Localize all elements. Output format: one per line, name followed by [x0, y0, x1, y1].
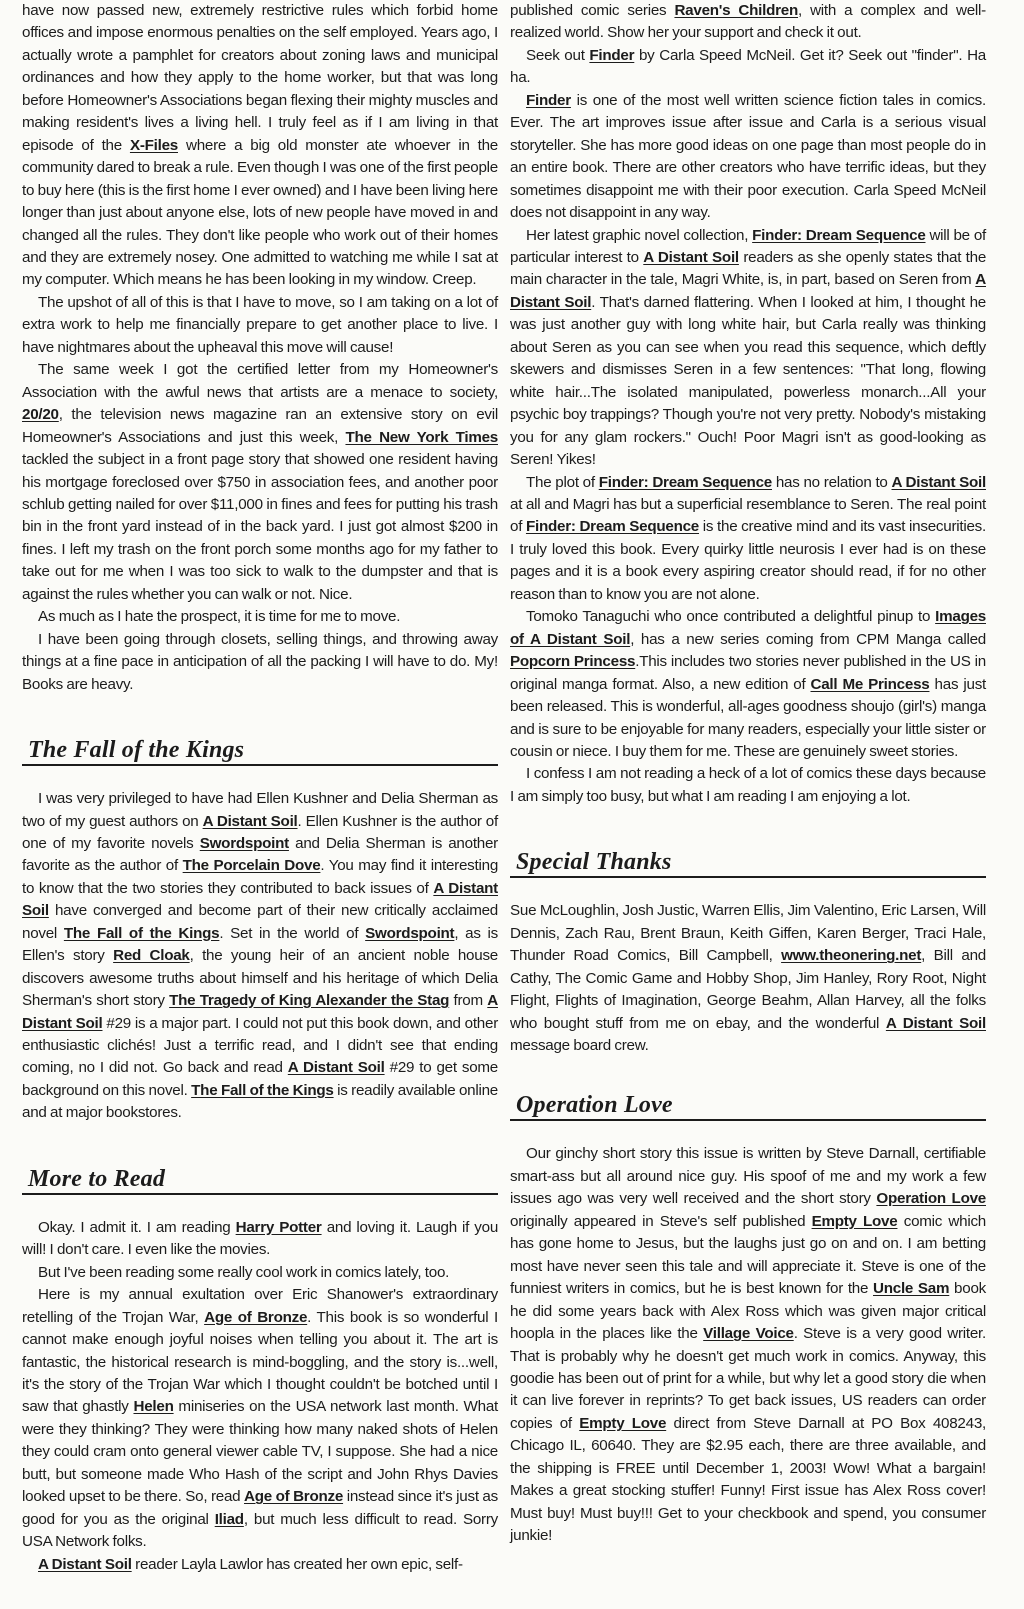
title-ads: A Distant Soil [287, 1059, 385, 1077]
title-iliad: Iliad [214, 1510, 244, 1528]
text: comic which has gone home to Jesus, but the laughs just go on and on. I am betting most have never seen this tale and will appreciate it. Steve is one of the funniest writers in comics, but he is best known for the [510, 1212, 986, 1298]
title-operation-love: Operation Love [876, 1190, 986, 1208]
title-age-of-bronze: Age of Bronze [244, 1488, 344, 1506]
xfiles-title: X-Files [129, 136, 178, 154]
upshot-paragraph: The upshot of all of this is that I have to move, so I am taking on a lot of extra work to help me financially prepare to get another place to live. I have nightmares about the upheaval this move will cause! [22, 293, 498, 356]
text: originally appeared in Steve's self published [510, 1212, 812, 1230]
text: Tomoko Tanaguchi who once contributed a delightful pinup to [526, 608, 936, 626]
fall-of-the-kings-heading: The Fall of the Kings [22, 736, 498, 766]
text: have now passed new, extremely restrictive rules which forbid home offices and impose enormous penalties on the self employed. Years ago, I actually wrote a pamphlet for creators about zoning laws and municipal ordinances and how they apply to the home worker, but that was long before Homeowner's Associations began flexing their mighty muscles and making resident's lives a living hell. I truly feel as if I am living in that episode of the [22, 2, 498, 154]
finder-paragraph [510, 90, 986, 225]
title-village-voice: Village Voice [703, 1325, 794, 1343]
text: is the creative mind and its vast insecurities. I truly loved this book. Every quirky little neurosis I ever had is on these pages and it is a book every aspiring creator should read, if for no other reason than to know you are not alone. [510, 518, 986, 603]
title-empty-love: Empty Love [811, 1212, 898, 1230]
text: . This book is so wonderful I cannot make enough joyful noises when telling you about it. The art is fantastic, the historical research is mind-boggling, and the story is...well, it's the story of the Trojan War which I thought couldn't be botched until I saw that ghastly [22, 1308, 498, 1416]
text: Our ginchy short story this issue is written by Steve Darnall, certifiable smart-ass but all around nice guy. His spoof of me and my work a few issues ago was very well received and the short story [510, 1145, 986, 1208]
title-ads: A Distant Soil [202, 812, 298, 830]
confess-paragraph: I confess I am not reading a heck of a lot of comics these days because I am simply too busy, but what I am reading I am enjoying a lot. [510, 765, 986, 805]
text: message board crew. [510, 1037, 649, 1055]
text: , the television news magazine ran an extensive story on evil Homeowner's Associations and just this week, [22, 406, 498, 446]
operation-love-heading: Operation Love [510, 1091, 986, 1121]
cool-work-paragraph: But I've been reading some really cool work in comics lately, too. [38, 1263, 450, 1281]
text: . Set in the world of [219, 924, 366, 942]
more-to-read-heading: More to Read [22, 1165, 498, 1195]
right-column [510, 0, 986, 1548]
ravens-children-paragraph [510, 0, 986, 45]
text: The plot of [526, 473, 599, 491]
title-swordspoint: Swordspoint [365, 924, 455, 942]
text: , has a new series coming from CPM Manga called [630, 630, 986, 648]
title-ads: A Distant Soil [22, 879, 498, 920]
text: The same week I got the certified letter from my Homeowner's Association with the awful news that artists are a menace to society, [22, 361, 498, 401]
text: #29 to get some background on this novel. [22, 1059, 498, 1099]
text: instead since it's just as good for you as the original [22, 1488, 498, 1528]
text: I was very privileged to have had Ellen Kushner and Delia Sherman as two of my guest authors on [22, 790, 498, 830]
layla-lawlor-paragraph [22, 1554, 498, 1576]
text: is readily available online and at major bookstores. [22, 1081, 498, 1122]
fall-of-the-kings-paragraph [22, 788, 498, 1125]
title-helen: Helen [133, 1398, 174, 1416]
operation-love-paragraph [510, 1143, 986, 1547]
text: Okay. I admit it. I am reading [38, 1218, 236, 1236]
text: . Steve is a very good writer. That is probably why he doesn't get much work in comics. Anyway, this goodie has been out of print for a while, but why let a good story die when it can live forever in reprints? To get back issues, US readers can order copies of [510, 1325, 986, 1432]
time-to-move-paragraph: As much as I hate the prospect, it is time for me to move. [38, 608, 401, 626]
title-ravens-children: Raven's Children [674, 2, 799, 19]
text: at all and Magri has but a superficial resemblance to Seren. The real point of [510, 495, 986, 536]
text: , Bill and Cathy, The Comic Game and Hobby Shop, Jim Hanley, Rory Root, Night Flight, Flights of Imagination, George Beahm, Allan Harvey, all the folks who bought stuff from me on ebay, and the wonderful [510, 947, 986, 1032]
title-dream-sequence: Finder: Dream Sequence [525, 518, 700, 536]
title-swordspoint: Swordspoint [199, 834, 289, 852]
text: . You may find it interesting to know that the two stories they contributed to back issues of [22, 857, 499, 897]
title-finder: Finder [589, 46, 635, 64]
title-tragedy: The Tragedy of King Alexander the Stag [169, 992, 450, 1010]
title-ads: A Distant Soil [22, 992, 498, 1032]
text: , the young heir of an ancient noble house discovers awesome truths about himself and his heritage of which Delia Sherman's short story [22, 947, 498, 1010]
left-column [22, 0, 498, 1576]
homeowner-rules-paragraph [22, 0, 498, 292]
text: and loving it. Laugh if you will! I don't care. I even like the movies. [22, 1218, 499, 1259]
title-ads: A Distant Soil [891, 473, 986, 491]
text: where a big old monster ate whoever in the community dared to break a rule. Even though I was one of the first people to buy here (this is the first home I ever owned) and I have been living here longer than just about anyone else, lots of new people have moved in and changed all the rules. They don't like people who work out of their homes and they are extremely nosey. One admitted to watching me while I sat at my computer. Which means he has been looking in my window. Creep. [22, 136, 499, 289]
text: book he did some years back with Alex Ross which was given major critical hoopla in the places like the [510, 1280, 986, 1343]
title-images-ads: Images of A Distant Soil [510, 608, 986, 648]
text: . Ellen Kushner is the author of one of my favorite novels [22, 812, 498, 852]
title-fall-of-kings: The Fall of the Kings [191, 1081, 334, 1099]
text: , but much less difficult to read. Sorry USA Network folks. [22, 1510, 499, 1551]
text: , as is Ellen's story [22, 924, 498, 965]
text: has no relation to [771, 473, 892, 491]
text: will be of particular interest to [510, 226, 986, 266]
text: published comic series [510, 2, 675, 19]
text: Her latest graphic novel collection, [526, 226, 753, 244]
seek-finder-paragraph [510, 45, 986, 90]
text: Here is my annual exultation over Eric Shanower's extraordinary retelling of the Trojan War, [22, 1286, 498, 1326]
title-empty-love: Empty Love [579, 1414, 667, 1432]
title-harry-potter: Harry Potter [235, 1218, 322, 1236]
plot-paragraph [510, 472, 986, 607]
text: , with a complex and well-realized world. Show her your support and check it out. [510, 2, 986, 42]
text: from [449, 992, 488, 1010]
tomoko-paragraph [510, 606, 986, 763]
title-popcorn-princess: Popcorn Princess [510, 653, 636, 671]
text: is one of the most well written science fiction tales in comics. Ever. The art improves issue after issue and Carla is a serious visual storyteller. She has more good ideas on one page than most people do in an entire book. There are other creators who have terrific ideas, but they sometimes disappoint me with their poor execution. Carla Speed McNeil does not disappoint in any way. [510, 91, 986, 222]
title-fall-of-kings: The Fall of the Kings [63, 924, 220, 942]
text: .This includes two stories never published in the US in original manga format. Also, a new edition of [510, 653, 986, 693]
text: has just been released. This is wonderful, all-ages goodness shoujo (girl's) manga and is sure to be enjoyable for many readers, especially your little sister or cousin or niece. I buy them for me. These are genuinely sweet stories. [510, 675, 987, 760]
title-ads: A Distant Soil [643, 248, 739, 266]
harry-potter-paragraph [22, 1217, 498, 1262]
title-nyt: The New York Times [345, 428, 498, 446]
age-of-bronze-paragraph [22, 1284, 498, 1553]
title-age-of-bronze: Age of Bronze [204, 1308, 308, 1326]
url-theonering[interactable]: www.theonering.net [781, 947, 922, 965]
title-2020: 20/20 [22, 406, 59, 424]
text: #29 is a major part. I could not put this book down, and other enthusiastic clichés! Just a terrific read, and I didn't see that ending coming, no I did not. Go back and read [22, 1014, 499, 1077]
text: reader Layla Lawlor has created her own epic, self- [131, 1555, 463, 1573]
same-week-paragraph [22, 359, 498, 606]
title-dream-sequence: Finder: Dream Sequence [598, 473, 772, 491]
text: Sue McLoughlin, Josh Justic, Warren Ellis, Jim Valentino, Eric Larsen, Will Dennis, Zach Rau, Brent Braun, Keith Giffen, Karen Berger, Traci Hale, Thunder Road Comics, Bill Campbell, [510, 902, 986, 965]
text: Seek out [526, 46, 590, 64]
dream-sequence-paragraph [510, 225, 986, 472]
title-finder: Finder [526, 91, 571, 109]
special-thanks-paragraph [510, 900, 986, 1057]
text: have converged and become part of their new critically acclaimed novel [22, 902, 498, 942]
text: by Carla Speed McNeil. Get it? Seek out "finder". Ha ha. [510, 46, 987, 87]
text: miniseries on the USA network last month. What were they thinking? They were thinking how many naked shots of Helen they could cram onto general viewer cable TV, I suppose. She had a nice butt, but someone made Who Hash of the script and John Rhys Davies looked upset to be there. So, read [22, 1398, 498, 1506]
title-ads: A Distant Soil [885, 1014, 986, 1032]
title-red-cloak: Red Cloak [113, 947, 190, 965]
title-porcelain-dove: The Porcelain Dove [182, 857, 321, 875]
text: tackled the subject in a front page story that showed one resident having his mortgage foreclosed over $750 in association fees, and another poor schlub getting nailed for over $11,000 in fines and fees for putting his trash bin in the front yard instead of in the back yard. I just got almost $200 in fines. I left my trash on the front porch some months ago for my father to take out for me when I was too sick to walk to the dumpster and that is against the rules whether you can walk or not. Nice. [22, 451, 498, 603]
title-call-me-princess: Call Me Princess [810, 675, 930, 693]
title-uncle-sam: Uncle Sam [873, 1280, 950, 1298]
title-ads: A Distant Soil [510, 271, 986, 311]
special-thanks-heading: Special Thanks [510, 848, 986, 878]
title-ads: A Distant Soil [38, 1555, 132, 1573]
text: and Delia Sherman is another favorite as the author of [22, 834, 498, 875]
closets-paragraph: I have been going through closets, selling things, and throwing away things at a fine pace in anticipation of all the packing I will have to do. My! Books are heavy. [22, 630, 498, 693]
text: . That's darned flattering. When I looked at him, I thought he was just another guy with long white hair, but Carla really was thinking about Seren as you can see when you read this sequence, which deftly skewers and dismisses Seren in a few sentences: "That long, flowing white hair...The isolated manipulated, powerless monarch...All your psychic boy trappings? Though you're not very pretty. Nobody's mistaking you for any glam rockers." Ouch! Poor Magri isn't as good-looking as Seren! Yikes! [510, 293, 986, 469]
text: direct from Steve Darnall at PO Box 408243, Chicago IL, 60640. They are $2.95 each, there are three available, and the shipping is FREE until December 1, 2003! Wow! What a bargain! Makes a great stocking stuffer! Funny! First issue has Alex Ross cover! Must buy! Must buy!!! Get to your checkbook and spend, you consumer junkie! [510, 1414, 986, 1545]
title-dream-sequence: Finder: Dream Sequence [752, 226, 926, 244]
text: readers as she openly states that the main character in the tale, Magri White, is, in part, based on Seren from [510, 248, 987, 289]
